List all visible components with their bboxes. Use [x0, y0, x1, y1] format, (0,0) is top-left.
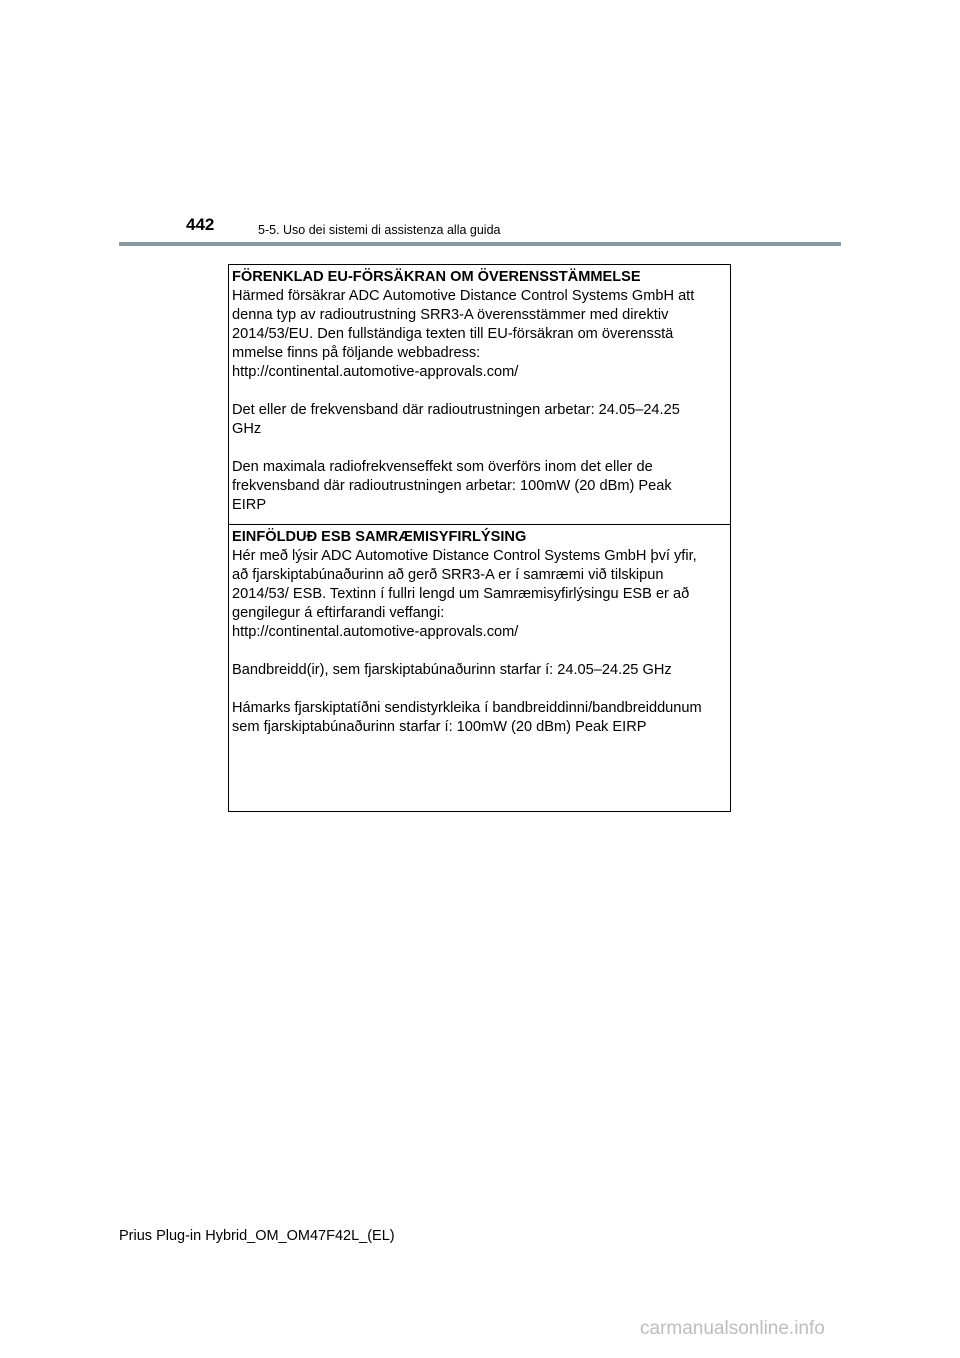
section-divider [229, 524, 730, 525]
section-title: 5-5. Uso dei sistemi di assistenza alla guida [258, 223, 501, 237]
text-line: mmelse finns på följande webbadress: [232, 345, 481, 361]
swedish-paragraph-1 [232, 287, 730, 382]
text-line: gengilegur á eftirfarandi veffangi: [232, 605, 445, 621]
icelandic-paragraph-2 [232, 661, 730, 680]
swedish-paragraph-2 [232, 401, 730, 439]
page-number: 442 [186, 215, 215, 234]
swedish-declaration [229, 268, 730, 523]
text-line: denna typ av radioutrustning SRR3-A överensstämmer med direktiv [232, 307, 669, 323]
watermark: carmanualsonline.info [640, 1318, 825, 1339]
icelandic-heading: EINFÖLDUÐ ESB SAMRÆMISYFIRLÝSING [232, 529, 527, 545]
text-line: GHz [232, 421, 262, 437]
text-line: Den maximala radiofrekvenseffekt som överförs inom det eller de [232, 459, 653, 475]
text-line: 2014/53/EU. Den fullständiga texten till EU-försäkran om överensstä [232, 326, 674, 342]
swedish-paragraph-3 [232, 458, 730, 515]
text-line: Hámarks fjarskiptatíðni sendistyrkleika í bandbreiddinni/bandbreiddunum [232, 700, 702, 716]
icelandic-paragraph-3 [232, 699, 730, 737]
swedish-heading: FÖRENKLAD EU-FÖRSÄKRAN OM ÖVERENSSTÄMMELSE [232, 269, 641, 285]
text-line: Det eller de frekvensband där radioutrustningen arbetar: 24.05–24.25 [232, 402, 680, 418]
url-text: http://continental.automotive-approvals.com/ [232, 364, 519, 380]
url-text: http://continental.automotive-approvals.com/ [232, 624, 519, 640]
icelandic-declaration [229, 528, 730, 737]
text-line: Härmed försäkrar ADC Automotive Distance Control Systems GmbH att [232, 288, 695, 304]
text-line: 2014/53/ ESB. Textinn í fullri lengd um Samræmisyfirlýsingu ESB er að [232, 586, 690, 602]
footer-manual-id: Prius Plug-in Hybrid_OM_OM47F42L_(EL) [119, 1228, 395, 1244]
text-line: sem fjarskiptabúnaðurinn starfar í: 100mW (20 dBm) Peak EIRP [232, 719, 647, 735]
header-rule [119, 242, 841, 246]
declaration-box [228, 264, 731, 812]
text-line: Bandbreidd(ir), sem fjarskiptabúnaðurinn starfar í: 24.05–24.25 GHz [232, 662, 672, 678]
text-line: Hér með lýsir ADC Automotive Distance Control Systems GmbH því yfir, [232, 548, 697, 564]
text-line: EIRP [232, 497, 267, 513]
text-line: frekvensband där radioutrustningen arbetar: 100mW (20 dBm) Peak [232, 478, 672, 494]
icelandic-paragraph-1 [232, 547, 730, 642]
text-line: að fjarskiptabúnaðurinn að gerð SRR3-A er í samræmi við tilskipun [232, 567, 664, 583]
